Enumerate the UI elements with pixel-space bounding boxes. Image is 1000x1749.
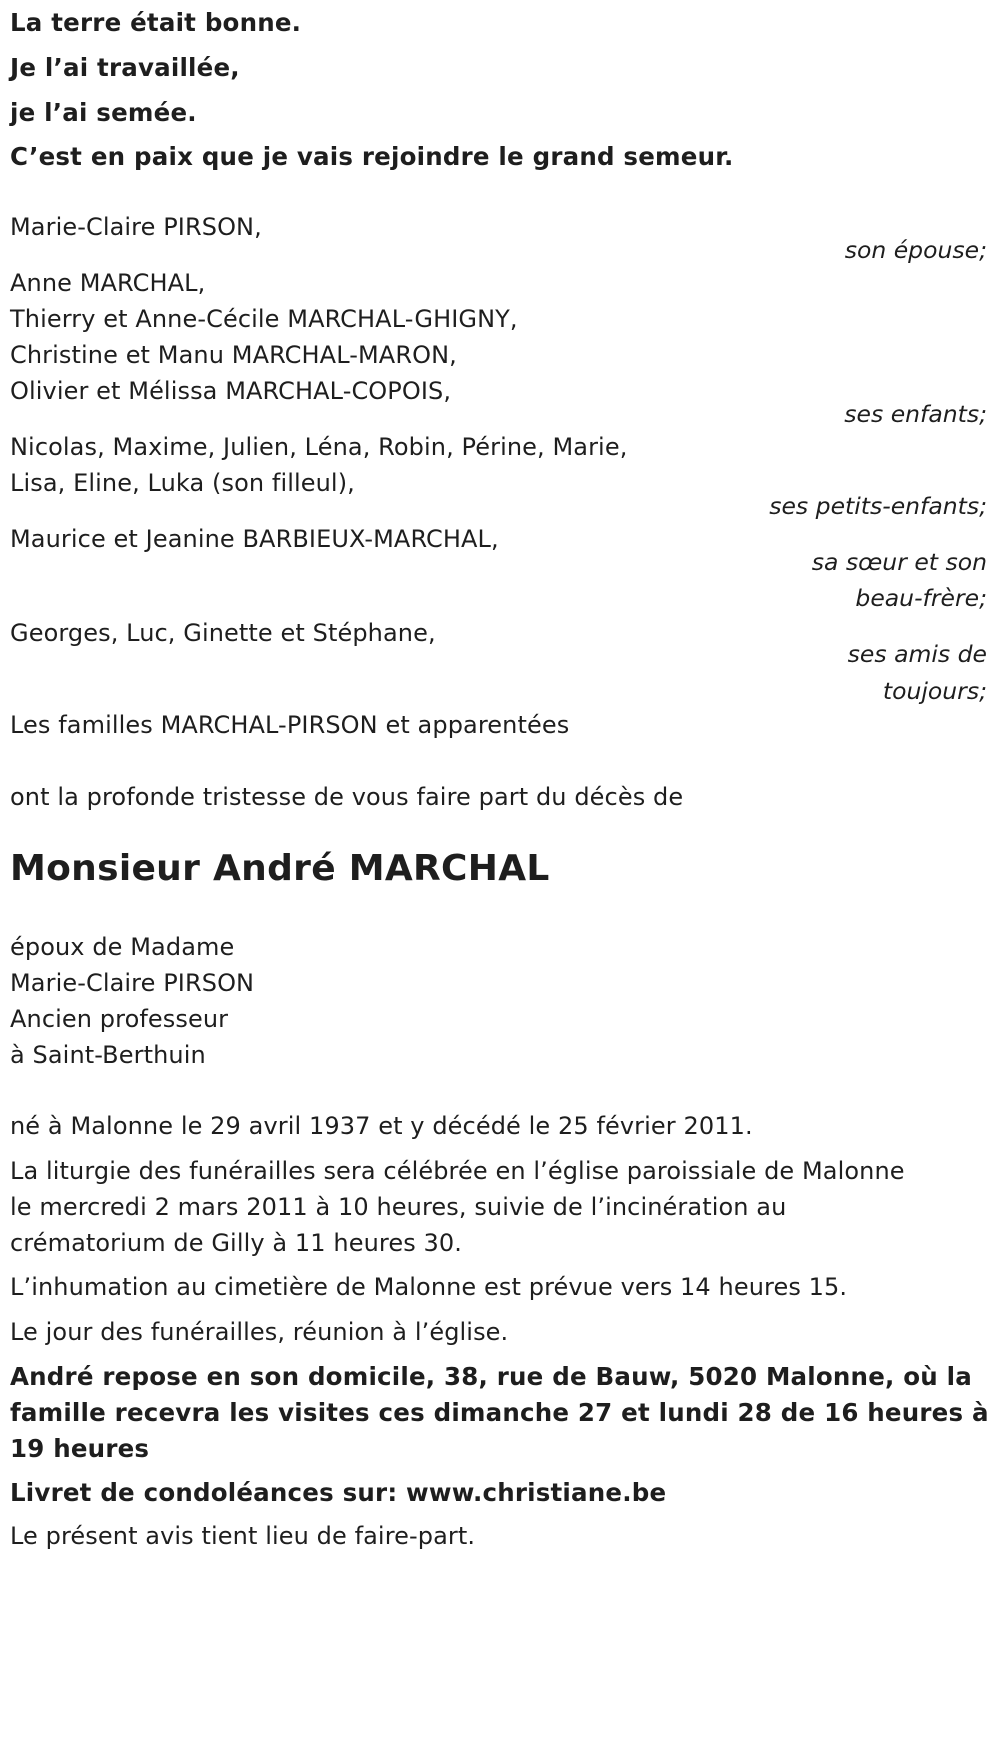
children-role: ses enfants; [844,400,987,428]
poem-line-2: Je l’ai travaillée, [10,53,240,82]
announcement: ont la profonde tristesse de vous faire part du décès de [10,783,684,811]
visit-line-1: André repose en son domicile, 38, rue de Bauw, 5020 Malonne, où la [10,1362,972,1391]
deceased-detail-3: Ancien professeur [10,1005,229,1033]
sibling-role-line-1: sa sœur et son [811,548,987,576]
condolences: Livret de condoléances sur: www.christiane.be [10,1478,667,1507]
poem-line-1: La terre était bonne. [10,8,302,37]
families-line: Les familles MARCHAL-PIRSON et apparentées [10,711,570,739]
deceased-name: Monsieur André MARCHAL [10,848,550,889]
deceased-detail-2: Marie-Claire PIRSON [10,969,255,997]
child-1: Anne MARCHAL, [10,269,206,297]
poem-line-4: C’est en paix que je vais rejoindre le grand semeur. [10,142,734,171]
grandchildren-role: ses petits-enfants; [769,492,987,520]
friends-name: Georges, Luc, Ginette et Stéphane, [10,619,436,647]
sibling-role-line-2: beau-frère; [855,584,987,612]
friends-role-line-2: toujours; [882,677,987,705]
funeral-line-3: crématorium de Gilly à 11 heures 30. [10,1229,462,1257]
grandchildren-line-1: Nicolas, Maxime, Julien, Léna, Robin, Périne, Marie, [10,433,628,461]
notice: Le présent avis tient lieu de faire-part. [10,1522,476,1550]
deceased-detail-4: à Saint-Berthuin [10,1041,206,1069]
child-2: Thierry et Anne-Cécile MARCHAL-GHIGNY, [10,305,518,333]
spouse-role: son épouse; [844,236,987,264]
burial: L’inhumation au cimetière de Malonne est prévue vers 14 heures 15. [10,1273,848,1301]
visit-line-3: 19 heures [10,1434,150,1463]
spouse-name: Marie-Claire PIRSON, [10,213,262,241]
funeral-line-1: La liturgie des funérailles sera célébrée en l’église paroissiale de Malonne [10,1157,905,1185]
meeting: Le jour des funérailles, réunion à l’église. [10,1318,509,1346]
grandchildren-line-2: Lisa, Eline, Luka (son filleul), [10,469,355,497]
poem-line-3: je l’ai semée. [10,98,197,127]
visit-line-2: famille recevra les visites ces dimanche 27 et lundi 28 de 16 heures à [10,1398,989,1427]
child-3: Christine et Manu MARCHAL-MARON, [10,341,457,369]
deceased-detail-1: époux de Madame [10,933,235,961]
child-4: Olivier et Mélissa MARCHAL-COPOIS, [10,377,452,405]
friends-role-line-1: ses amis de [847,640,987,668]
birth-death: né à Malonne le 29 avril 1937 et y décédé le 25 février 2011. [10,1112,753,1140]
sibling-name: Maurice et Jeanine BARBIEUX-MARCHAL, [10,525,499,553]
funeral-line-2: le mercredi 2 mars 2011 à 10 heures, suivie de l’incinération au [10,1193,787,1221]
